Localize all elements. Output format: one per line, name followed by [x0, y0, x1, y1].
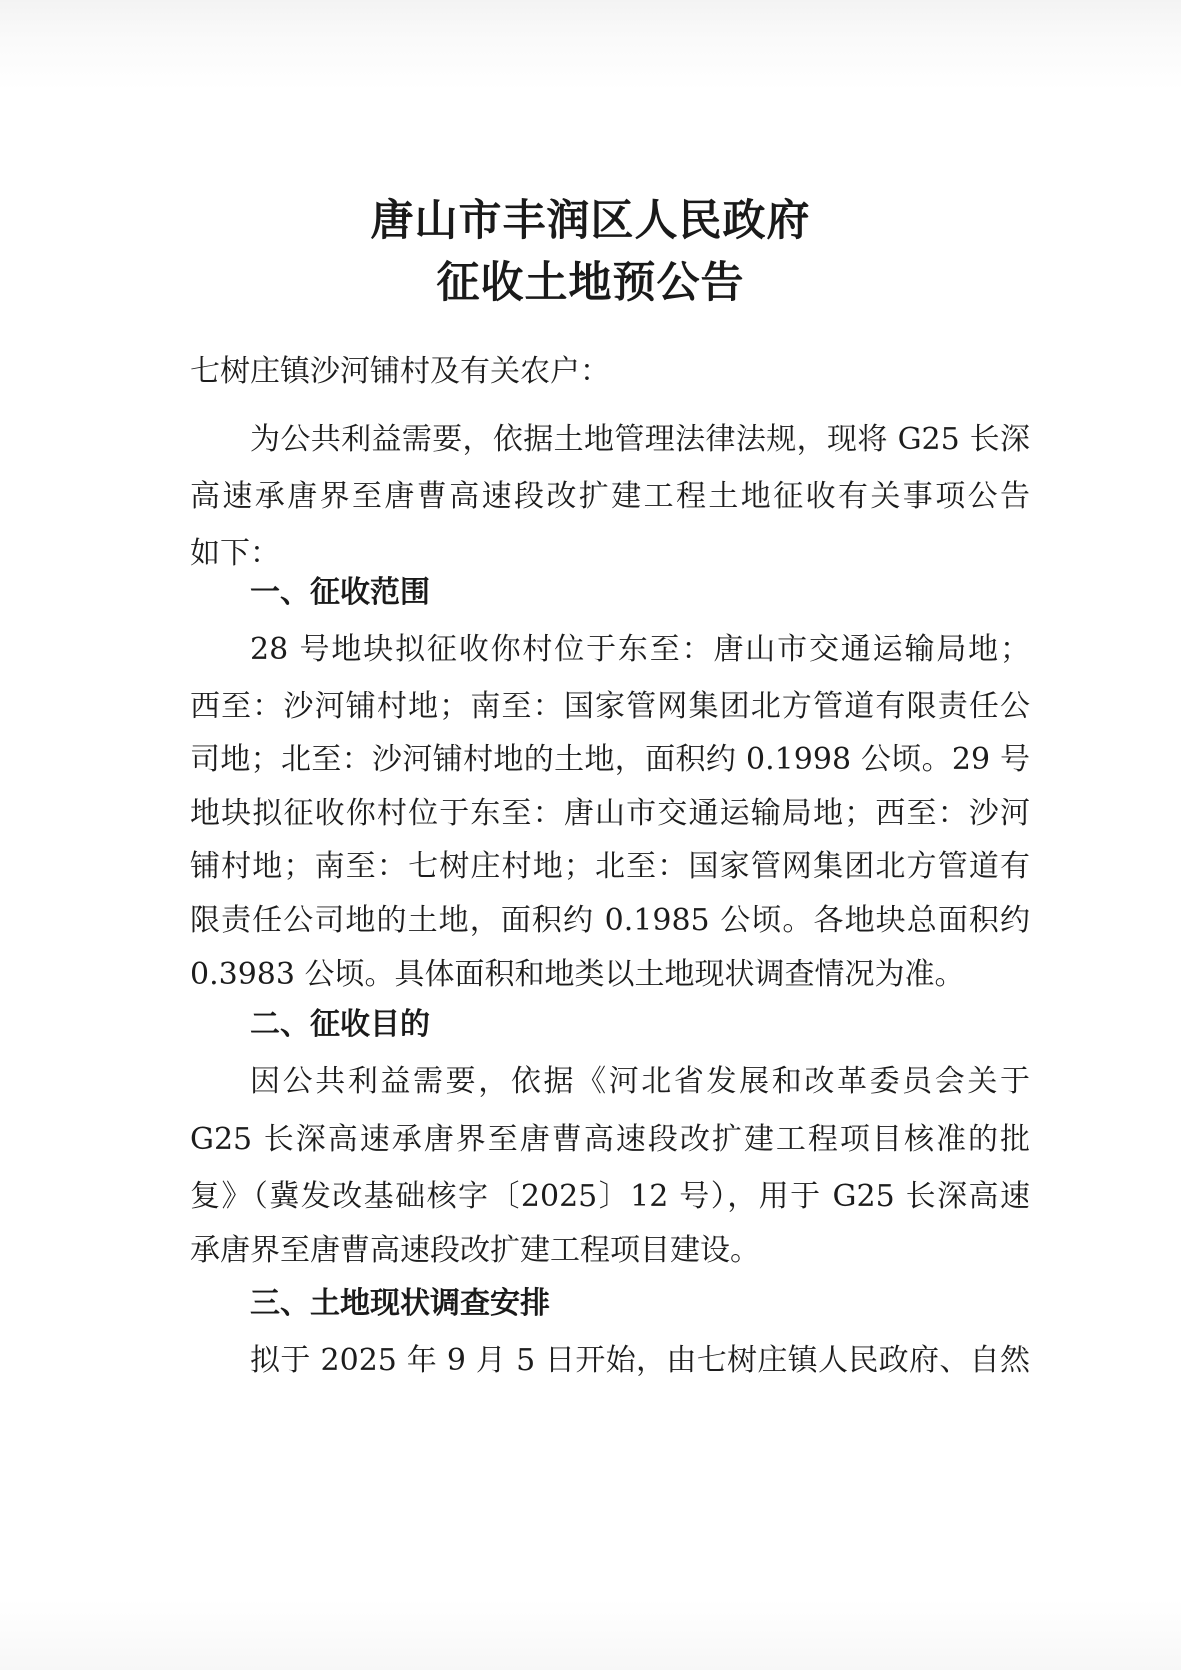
section1-heading: 一、征收范围: [250, 575, 430, 610]
section1-line-1: 28 号地块拟征收你村位于东至：唐山市交通运输局地；: [250, 632, 1030, 667]
section2-line-2: G25 长深高速承唐界至唐曹高速段改扩建工程项目核准的批: [190, 1122, 1030, 1157]
section3-line-1: 拟于 2025 年 9 月 5 日开始，由七树庄镇人民政府、自然: [250, 1343, 1030, 1378]
section2-line-3: 复》（冀发改基础核字〔2025〕12 号），用于 G25 长深高速: [190, 1179, 1030, 1214]
intro-line-3: 如下：: [190, 536, 280, 571]
section2-line-4: 承唐界至唐曹高速段改扩建工程项目建设。: [190, 1233, 760, 1268]
intro-line-1: 为公共利益需要，依据土地管理法律法规，现将 G25 长深: [250, 422, 1030, 457]
intro-line-2: 高速承唐界至唐曹高速段改扩建工程土地征收有关事项公告: [190, 479, 1030, 514]
document-title-line2: 征收土地预公告: [436, 258, 745, 308]
section1-line-5: 铺村地；南至：七树庄村地；北至：国家管网集团北方管道有: [190, 849, 1030, 884]
section3-heading: 三、土地现状调查安排: [250, 1286, 550, 1321]
section2-line-1: 因公共利益需要，依据《河北省发展和改革委员会关于: [250, 1064, 1030, 1099]
addressee: 七树庄镇沙河铺村及有关农户：: [190, 354, 610, 389]
section2-heading: 二、征收目的: [250, 1007, 430, 1042]
section1-line-2: 西至：沙河铺村地；南至：国家管网集团北方管道有限责任公: [190, 689, 1030, 724]
section1-line-7: 0.3983 公顷。具体面积和地类以土地现状调查情况为准。: [190, 957, 965, 992]
section1-line-4: 地块拟征收你村位于东至：唐山市交通运输局地；西至：沙河: [190, 796, 1030, 831]
document-title-line1: 唐山市丰润区人民政府: [370, 196, 811, 246]
section1-line-3: 司地；北至：沙河铺村地的土地，面积约 0.1998 公顷。29 号: [190, 742, 1030, 777]
section1-line-6: 限责任公司地的土地，面积约 0.1985 公顷。各地块总面积约: [190, 903, 1030, 938]
